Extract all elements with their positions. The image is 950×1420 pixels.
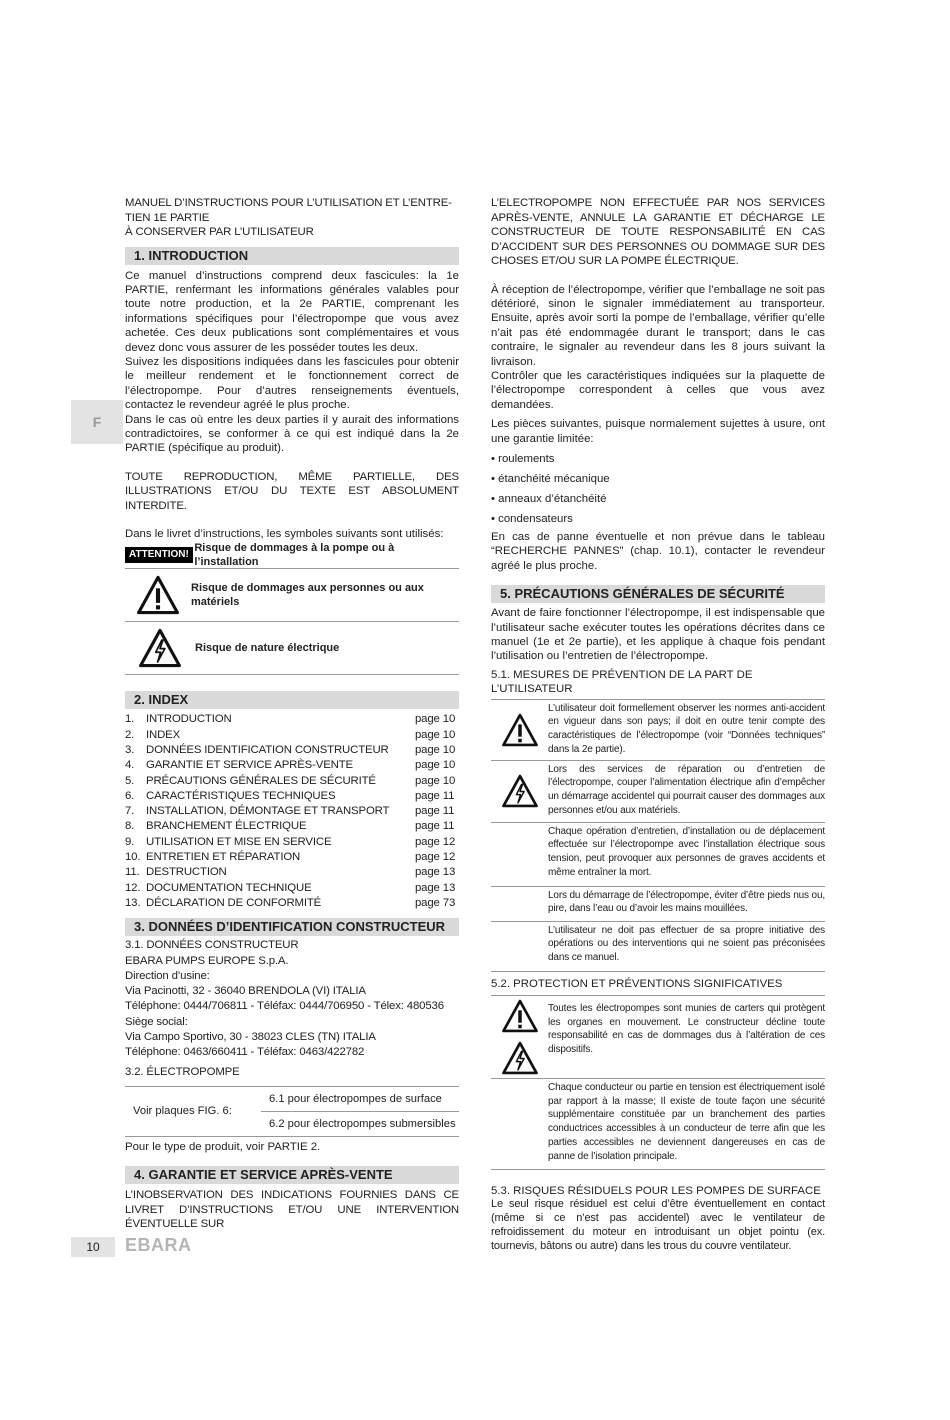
safety-row xyxy=(491,761,825,823)
index-entry-title: CARACTÉRISTIQUES TECHNIQUES xyxy=(146,789,336,802)
index-entry-title: PRÉCAUTIONS GÉNÉRALES DE SÉCURITÉ xyxy=(146,774,376,787)
safety-text: Toutes les électropompes sont munies de carters qui protègent les organes en mouvement. Le constructeur décline toute responsabilité en cas de dommages dus à l’altération de ces dispositifs. xyxy=(548,1003,825,1056)
safety-text: Lors du démarrage de l’électropompe, éviter d’être pieds nus ou, pire, dans l’eau ou d’avoir les mains mouillées. xyxy=(548,889,825,915)
warning-icon xyxy=(125,575,191,615)
subsection-5-3-title: 5.3. RISQUES RÉSIDUELS POUR LES POMPES DE SURFACE xyxy=(491,1185,821,1198)
intro-paragraph-1: Ce manuel d’instructions comprend deux fascicules: la 1e PARTIE, renfermant les informations générales valables pour toute notre production, et la 2e PARTIE, comprenant les informations spécifiques pour l’électropompe que vous avez achetée. Ces deux publications sont complémentaires et vous devez donc vous assurer de les posséder toutes les deux. xyxy=(125,269,459,354)
index-entry-title: DOCUMENTATION TECHNIQUE xyxy=(146,881,312,894)
pump-subtitle: 3.2. ÉLECTROPOMPE xyxy=(125,1065,240,1078)
safety-row xyxy=(491,700,825,761)
index-entry-number: 2. xyxy=(125,728,135,741)
manufacturer-line: Téléphone: 0463/660411 - Téléfax: 0463/422782 xyxy=(125,1046,365,1059)
safety-text: Chaque conducteur ou partie en tension est électriquement isolé par rapport à la masse; Il existe de toute façon une sécurité supplémentaire constituée par un branchement des parties conductrices accessibles à un conducteur de terre afin que les parties accessibles ne deviennent dangereuses en cas de panne de l’isolation principale. xyxy=(548,1082,825,1162)
brand-logo-text: EBARA xyxy=(125,1236,192,1254)
index-entry-page: page 10 xyxy=(415,713,456,726)
list-item: • étanchéité mécanique xyxy=(491,469,825,489)
pump-plate-surface: 6.1 pour électropompes de surface xyxy=(261,1086,459,1111)
symbol-row-electrical xyxy=(125,622,459,675)
section-safety-title: 5. PRÉCAUTIONS GÉNÉRALES DE SÉCURITÉ xyxy=(491,585,825,603)
symbol-text-person-damage: Risque de dommages aux personnes ou aux matériels xyxy=(191,582,424,609)
manufacturer-line: EBARA PUMPS EUROPE S.p.A. xyxy=(125,954,289,967)
index-list xyxy=(125,712,459,911)
intro-paragraph-3: Dans le cas où entre les deux parties il y aurait des informations contradictoires, se conformer à ce qui est indiqué dans la 2e PARTIE (spécifique au produit). xyxy=(125,413,459,455)
symbol-row-attention xyxy=(125,541,459,569)
index-entry-page: page 11 xyxy=(415,820,455,833)
manufacturer-data xyxy=(125,938,459,1080)
empty-icon-cell xyxy=(491,1079,548,1169)
index-entry xyxy=(125,896,459,911)
section-warranty-title: 4. GARANTIE ET SERVICE APRÈS-VENTE xyxy=(125,1166,459,1184)
list-item: • condensateurs xyxy=(491,509,825,529)
index-entry xyxy=(125,804,459,819)
safety-row xyxy=(491,823,825,887)
index-entry-number: 12. xyxy=(125,881,141,894)
index-entry-page: page 10 xyxy=(415,728,456,741)
index-entry-title: INTRODUCTION xyxy=(146,713,232,726)
index-entry-title: GARANTIE ET SERVICE APRÈS-VENTE xyxy=(146,759,353,772)
index-entry-page: page 73 xyxy=(415,896,456,909)
warning-icon xyxy=(501,999,539,1033)
manufacturer-line: Via Pacinotti, 32 - 36040 BRENDOLA (VI) ITALIA xyxy=(125,985,366,998)
control-paragraph: Contrôler que les caractéristiques indiquées sur la plaquette de l’électropompe correspondent à celles que vous avez demandées. xyxy=(491,369,825,411)
intro-paragraph-2: Suivez les dispositions indiquées dans les fascicules pour obtenir le meilleur rendement et le fonctionnement correct de l’électropompe. Pour d’autres renseignements éventuels, contactez le revendeur agréé le plus proche. xyxy=(125,355,459,412)
safety-row xyxy=(491,1079,825,1170)
pump-plate-label: Voir plaques FIG. 6: xyxy=(133,1105,232,1118)
manufacturer-line: Direction d’usine: xyxy=(125,969,210,982)
manufacturer-line: Siège social: xyxy=(125,1015,188,1028)
index-entry-title: UTILISATION ET MISE EN SERVICE xyxy=(146,835,332,848)
warning-icon xyxy=(491,700,548,760)
section-identification-title: 3. DONNÉES D’IDENTIFICATION CONSTRUCTEUR xyxy=(125,918,459,936)
index-entry-number: 5. xyxy=(125,774,135,787)
index-entry-number: 7. xyxy=(125,805,135,818)
index-entry-page: page 13 xyxy=(415,881,456,894)
wear-parts-paragraph: Les pièces suivantes, puisque normalement sujettes à usure, ont une garantie limitée: xyxy=(491,418,825,445)
right-column xyxy=(491,196,825,1254)
manual-header-line2: TIEN 1E PARTIE xyxy=(125,211,210,224)
safety-row xyxy=(491,996,825,1079)
index-entry-number: 11. xyxy=(125,866,140,879)
index-entry-number: 13. xyxy=(125,896,141,909)
index-entry xyxy=(125,819,459,834)
index-entry xyxy=(125,758,459,773)
symbols-intro: Dans le livret d’instructions, les symboles suivants sont utilisés: xyxy=(125,528,444,540)
index-entry-number: 1. xyxy=(125,713,135,726)
subsection-5-2-title: 5.2. PROTECTION ET PRÉVENTIONS SIGNIFICATIVES xyxy=(491,977,825,996)
symbol-text-pump-damage: Risque de dommages à la pompe ou à l’installation xyxy=(194,541,395,568)
safety-text: Chaque opération d’entretien, d’installation ou de déplacement effectuée sur l’électropompe avec l’installation électrique sous tension, peut provoquer aux personnes de graves accidents et même entraîner la mort. xyxy=(548,825,825,878)
page-number: 10 xyxy=(71,1237,115,1257)
empty-icon-cell xyxy=(491,922,548,971)
index-entry-page: page 12 xyxy=(415,835,456,848)
index-entry xyxy=(125,774,459,789)
brand-logo xyxy=(125,1236,205,1258)
electrical-hazard-icon xyxy=(491,761,548,822)
index-entry xyxy=(125,850,459,865)
attention-badge-box xyxy=(125,547,194,563)
failure-paragraph: En cas de panne éventuelle et non prévue dans le tableau “RECHERCHE PANNES” (chap. 10.1), contacter le revendeur agréé le plus proche. xyxy=(491,530,825,572)
index-entry xyxy=(125,728,459,743)
index-entry xyxy=(125,743,459,758)
manual-header-line3: À CONSERVER PAR L’UTILISATEUR xyxy=(125,226,314,238)
index-entry-page: page 10 xyxy=(415,759,456,772)
index-entry-page: page 11 xyxy=(415,789,455,802)
index-entry-number: 3. xyxy=(125,744,135,756)
subsection-5-1-title: 5.1. MESURES DE PRÉVENTION DE LA PART DE L’UTILISATEUR xyxy=(491,668,825,700)
manufacturer-line: Téléphone: 0444/706811 - Téléfax: 0444/706950 - Télex: 480536 xyxy=(125,1000,444,1013)
index-entry xyxy=(125,865,459,880)
index-entry-title: ENTRETIEN ET RÉPARATION xyxy=(146,851,301,864)
index-entry-number: 6. xyxy=(125,789,135,802)
list-item: • anneaux d’étanchéité xyxy=(491,489,825,509)
symbol-row-person-damage xyxy=(125,569,459,622)
safety-text: Lors des services de réparation ou d’entretien de l’électropompe, couper l’alimentation électrique afin d’empêcher un démarrage accidentel qui pourrait causer des dommages aux personnes et/ou aux matériels. xyxy=(548,763,825,816)
index-entry-title: DONNÉES IDENTIFICATION CONSTRUCTEUR xyxy=(146,744,389,756)
warranty-paragraph: L’INOBSERVATION DES INDICATIONS FOURNIES DANS CE LIVRET D’INSTRUCTIONS ET/OU UNE INTERVENTION ÉVENTUELLE SUR xyxy=(125,1189,459,1231)
residual-risk-paragraph: Le seul risque résiduel est celui d’être éventuellement en contact (même si ce n’est pas accidentel) avec le ventilateur de refroidissement du moteur en introduisant un objet pointu (ex. tournevis, bâtons ou autre) dans les trous du couvre ventilateur. xyxy=(491,1198,825,1252)
pump-plate-table xyxy=(125,1086,459,1137)
section-index-title: 2. INDEX xyxy=(125,691,459,709)
index-entry-page: page 10 xyxy=(415,774,456,787)
left-column xyxy=(125,196,459,1232)
safety-row xyxy=(491,887,825,922)
index-entry-page: page 12 xyxy=(415,851,456,864)
pump-plate-submersible: 6.2 pour électropompes submersibles xyxy=(269,1117,456,1130)
index-entry xyxy=(125,881,459,896)
page-footer xyxy=(71,1236,205,1258)
index-entry xyxy=(125,712,459,727)
section-introduction-title: 1. INTRODUCTION xyxy=(125,247,459,265)
attention-badge: ATTENTION! xyxy=(125,547,193,563)
warranty-continued: L’ELECTROPOMPE NON EFFECTUÉE PAR NOS SERVICES APRÈS-VENTE, ANNULE LA GARANTIE ET DÉCHARGE LE CONSTRUCTEUR DE TOUTE RESPONSABILITÉ EN CAS D’ACCIDENT SUR DES PERSONNES OU DOMMAGE SUR DES CHOSES ET/OU SUR LA POMPE ÉLECTRIQUE. xyxy=(491,197,825,267)
index-entry xyxy=(125,789,459,804)
manual-header-line1: MANUEL D’INSTRUCTIONS POUR L’UTILISATION ET L’ENTRE- xyxy=(125,197,452,209)
index-entry-title: BRANCHEMENT ÉLECTRIQUE xyxy=(146,820,307,833)
index-entry-title: DÉCLARATION DE CONFORMITÉ xyxy=(146,896,322,909)
safety-text: L’utilisateur doit formellement observer les normes anti-accident en vigueur dans son pays; il doit en outre tenir compte des caractéristiques de l’électropompe (voir “Données techniques” dans la 2e partie). xyxy=(548,702,825,755)
index-entry-page: page 10 xyxy=(415,744,456,756)
index-entry xyxy=(125,835,459,850)
manual-header xyxy=(125,196,459,240)
index-entry-title: DESTRUCTION xyxy=(146,866,227,879)
reception-paragraph: À réception de l’électropompe, vérifier que l’emballage ne soit pas détérioré, sinon le signaler immédiatement au transporteur. Ensuite, après avoir sorti la pompe de l’emballage, vérifier qu’elle n’ait pas été endommagée durant le transport; dans le cas contraire, le signaler au revendeur dans les 8 jours suivant la livraison. xyxy=(491,283,825,368)
index-entry-number: 10. xyxy=(125,851,141,864)
index-entry-number: 9. xyxy=(125,835,135,848)
index-entry-title: INSTALLATION, DÉMONTAGE ET TRANSPORT xyxy=(146,805,390,818)
reproduction-notice: TOUTE REPRODUCTION, MÊME PARTIELLE, DES ILLUSTRATIONS ET/OU DU TEXTE EST ABSOLUMENT INTERDITE. xyxy=(125,470,459,512)
pump-type-note: Pour le type de produit, voir PARTIE 2. xyxy=(125,1140,321,1153)
empty-icon-cell xyxy=(491,823,548,886)
symbol-text-electrical: Risque de nature électrique xyxy=(195,642,340,655)
safety-row xyxy=(491,922,825,972)
empty-icon-cell xyxy=(491,887,548,921)
warning-and-electrical-icons xyxy=(491,996,548,1078)
list-item: • roulements xyxy=(491,449,825,469)
index-entry-title: INDEX xyxy=(146,728,181,741)
index-entry-number: 4. xyxy=(125,759,135,772)
index-entry-page: page 11 xyxy=(415,805,455,818)
wear-parts-list xyxy=(491,449,825,529)
electrical-hazard-icon xyxy=(125,628,195,668)
manufacturer-line: Via Campo Sportivo, 30 - 38023 CLES (TN) ITALIA xyxy=(125,1031,376,1044)
safety-text: L’utilisateur ne doit pas effectuer de sa propre initiative des opérations ou des interventions qui ne soient pas préconisées dans ce manuel. xyxy=(548,924,825,964)
safety-paragraph: Avant de faire fonctionner l’électropompe, il est indispensable que l’utilisateur sache exécuter toutes les opérations décrites dans ce manuel (1e et 2e partie), et les applique à chaque fois pendant l’utilisation ou l’entretien de l’électropompe. xyxy=(491,607,825,663)
language-tab: F xyxy=(71,400,123,444)
index-entry-number: 8. xyxy=(125,820,135,833)
index-entry-page: page 13 xyxy=(415,866,456,879)
manufacturer-subtitle: 3.1. DONNÉES CONSTRUCTEUR xyxy=(125,939,299,952)
electrical-hazard-icon xyxy=(501,1041,539,1075)
